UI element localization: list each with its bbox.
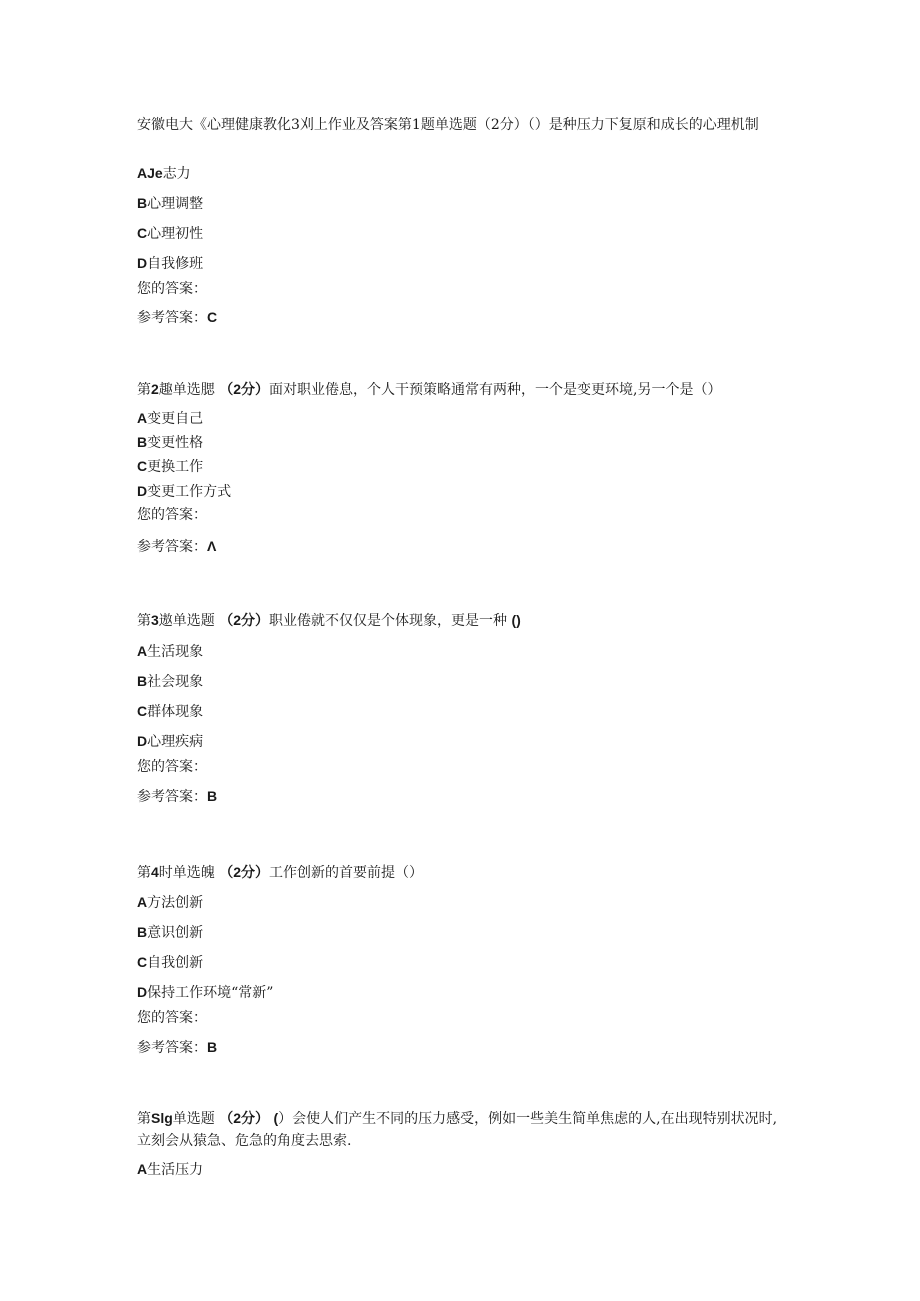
question-2-option-b: B变更性格 <box>137 434 204 451</box>
question-1-stem <box>137 114 787 136</box>
question-2-your-answer: 您的答案： <box>137 507 207 523</box>
question-3-option-b: B社会现象 <box>137 673 204 690</box>
question-1-option-c: C心理初性 <box>137 225 204 242</box>
question-1-your-answer: 您的答案： <box>137 281 207 297</box>
question-3-option-d: D心理疾病 <box>137 733 204 750</box>
question-2-stem: 第2趣单选腮 （2分）面对职业倦息，个人干预策略通常有两种，一个是变更环境,另一个是（） <box>137 381 722 398</box>
question-3-option-c: C群体现象 <box>137 703 204 720</box>
question-stem-text: 安徽电大《心理健康教化3刈上作业及答案第1题单选题（2分）（）是种压力下复原和成长的心理机制 <box>137 117 759 133</box>
question-5-option-a: A生活压力 <box>137 1161 204 1178</box>
question-2-reference-answer: 参考答案：Λ <box>137 538 217 555</box>
question-1-reference-answer: 参考答案：C <box>137 309 218 326</box>
question-4-stem: 第4时单选魄 （2分）工作创新的首要前提（） <box>137 864 424 881</box>
question-2-option-d: D变更工作方式 <box>137 483 232 500</box>
question-3-your-answer: 您的答案： <box>137 759 207 775</box>
question-4-option-a: A方法创新 <box>137 894 204 911</box>
question-5-stem: 第Slg单选题 （2分） (）会使人们产生不同的压力感受，例如一些美生简单焦虑的人,在出现特别状况时,立刻会从猿急、危急的角度去思索. <box>137 1110 778 1149</box>
question-3-stem: 第3遨单选题 （2分）职业倦就不仅仅是个体现象，更是一种 () <box>137 612 521 629</box>
question-4-option-b: B意识创新 <box>137 924 204 941</box>
question-4-your-answer: 您的答案： <box>137 1010 207 1026</box>
question-4-option-d: D保持工作环境“常新” <box>137 984 274 1001</box>
question-1-option-b: B心理调整 <box>137 195 204 212</box>
question-3-reference-answer: 参考答案：B <box>137 788 218 805</box>
question-2-option-a: A变更自己 <box>137 410 204 427</box>
question-3-option-a: A生活现象 <box>137 643 204 660</box>
question-1-option-a: AJe志力 <box>137 165 191 182</box>
question-1-option-d: D自我修班 <box>137 255 204 272</box>
question-4-reference-answer: 参考答案：B <box>137 1039 218 1056</box>
question-4-option-c: C自我创新 <box>137 954 204 971</box>
question-2-option-c: C更换工作 <box>137 458 204 475</box>
